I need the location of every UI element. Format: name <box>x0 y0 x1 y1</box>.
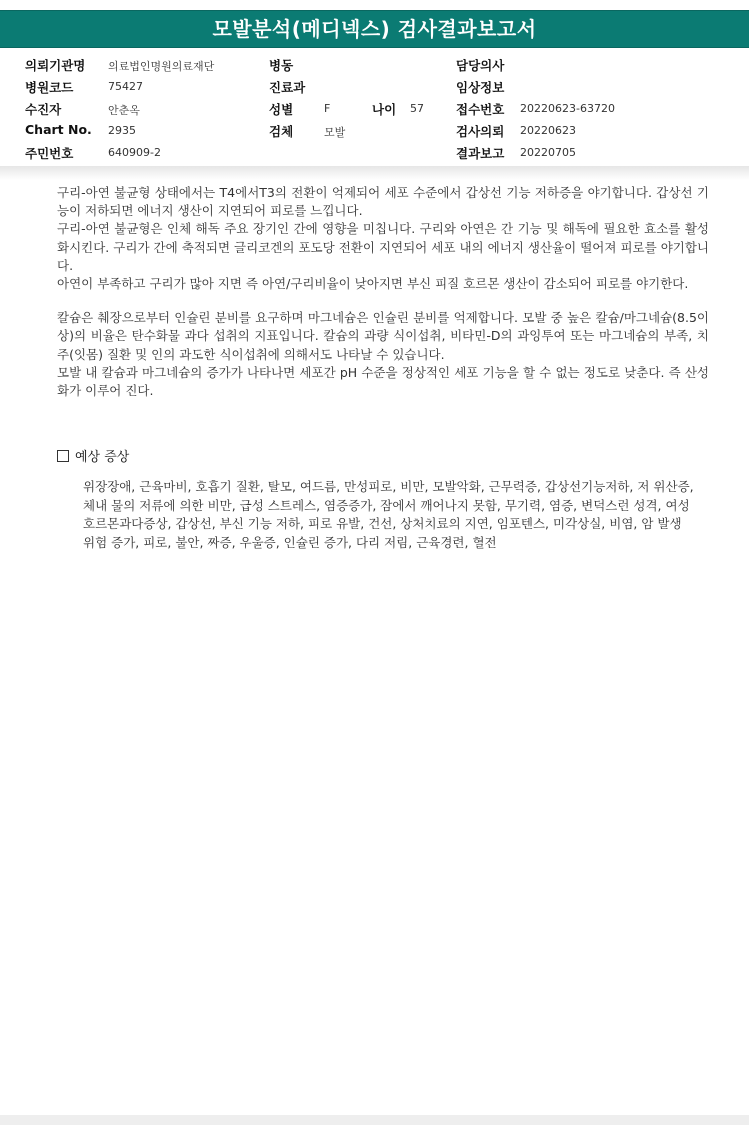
sex-label: 성별 <box>269 102 294 117</box>
interpretation-paragraph: 아연이 부족하고 구리가 많아 지면 즉 아연/구리비율이 낮아지면 부신 피질 호르몬 생산이 감소되어 피로를 야기한다. <box>57 276 689 292</box>
result-report-value: 20220705 <box>520 146 576 159</box>
page-bottom-bar <box>0 1115 749 1125</box>
resident-number-value: 640909-2 <box>108 146 161 159</box>
patient-info-table <box>0 54 749 164</box>
interpretation-paragraph: 칼슘은 췌장으로부터 인슐린 분비를 요구하며 마그네슘은 인슐린 분비를 억제합니다. 모발 중 높은 칼슘/마그네슘(8.5이상)의 비율은 탄수화물 과다 섭취의 지표입니다. 칼슘의 과량 식이섭취, 비타민-D의 과잉투여 또는 마그네슘의 부족, 치주(잇몸) 질환 및 인의 과도한 식이섭취에 의해서도 나타날 수 있습니다. <box>57 310 709 362</box>
interpretation-paragraph: 모발 내 칼슘과 마그네슘의 증가가 나타나면 세포간 pH 수준을 정상적인 세포 기능을 할 수 없는 정도로 낮춘다. 즉 산성화가 이루어 진다. <box>57 364 709 399</box>
hospital-code-label: 병원코드 <box>25 80 74 95</box>
doctor-label: 담당의사 <box>456 58 505 73</box>
checkbox-icon <box>57 450 69 462</box>
clinical-info-label: 임상정보 <box>456 80 505 95</box>
result-report-label: 결과보고 <box>456 146 505 161</box>
paragraph-spacer <box>57 293 709 309</box>
ward-label: 병동 <box>269 58 294 73</box>
chart-no-value: 2935 <box>108 124 136 137</box>
info-row <box>0 76 749 98</box>
department-label: 진료과 <box>269 80 306 95</box>
institution-value: 의료법인명원의료재단 <box>108 60 215 73</box>
age-value: 57 <box>410 102 424 115</box>
institution-label: 의뢰기관명 <box>25 58 86 73</box>
info-row <box>0 98 749 120</box>
patient-value: 안춘옥 <box>108 104 140 117</box>
info-row <box>0 120 749 142</box>
patient-label: 수진자 <box>25 102 62 117</box>
age-label: 나이 <box>372 102 397 117</box>
symptoms-list: 위장장애, 근육마비, 호흡기 질환, 탈모, 여드름, 만성피로, 비만, 모발악화, 근무력증, 갑상선기능저하, 저 위산증, 체내 물의 저류에 의한 비만, 급성 스트레스, 염증증가, 잠에서 깨어나지 못함, 무기력, 염증, 변덕스런 성격, 여성 호르몬과다증상, 갑상선, 부신 기능 저하, 피로 유발, 건선, 상처치료의 지연, 임포텐스, 미각상실, 비염, 암 발생 위험 증가, 피로, 불안, 짜증, 우울증, 인슐린 증가, 다리 저림, 근육경련, 혈전 <box>83 479 694 550</box>
info-row <box>0 54 749 76</box>
receipt-number-label: 접수번호 <box>456 102 505 117</box>
specimen-label: 검체 <box>269 124 294 139</box>
expected-symptoms-heading <box>57 446 129 465</box>
receipt-number-value: 20220623-63720 <box>520 102 615 115</box>
sex-value: F <box>324 102 331 115</box>
chart-no-label: Chart No. <box>25 122 92 137</box>
interpretation-paragraph: 구리-아연 불균형 상태에서는 T4에서T3의 전환이 억제되어 세포 수준에서 갑상선 기능 저하증을 야기합니다. 갑상선 기능이 저하되면 에너지 생산이 지연되어 피로를 느낍니다. <box>57 185 709 219</box>
hospital-code-value: 75427 <box>108 80 143 93</box>
interpretation-text <box>57 184 709 400</box>
specimen-value: 모발 <box>324 126 346 139</box>
interpretation-paragraph: 구리-아연 불균형은 인체 해독 주요 장기인 간에 영향을 미칩니다. 구리와 아연은 간 기능 및 해독에 필요한 효소를 활성화시킨다. 구리가 간에 축적되면 글리코겐의 포도당 전환이 지연되어 세포 내의 에너지 생산율이 떨어져 피로를 야기합니다. <box>57 221 709 273</box>
test-request-value: 20220623 <box>520 124 576 137</box>
info-row <box>0 142 749 164</box>
test-request-label: 검사의뢰 <box>456 124 505 139</box>
resident-number-label: 주민번호 <box>25 146 74 161</box>
section-title-text: 예상 증상 <box>75 450 130 465</box>
header-divider <box>0 166 749 180</box>
report-title: 모발분석(메디넥스) 검사결과보고서 <box>0 10 749 48</box>
